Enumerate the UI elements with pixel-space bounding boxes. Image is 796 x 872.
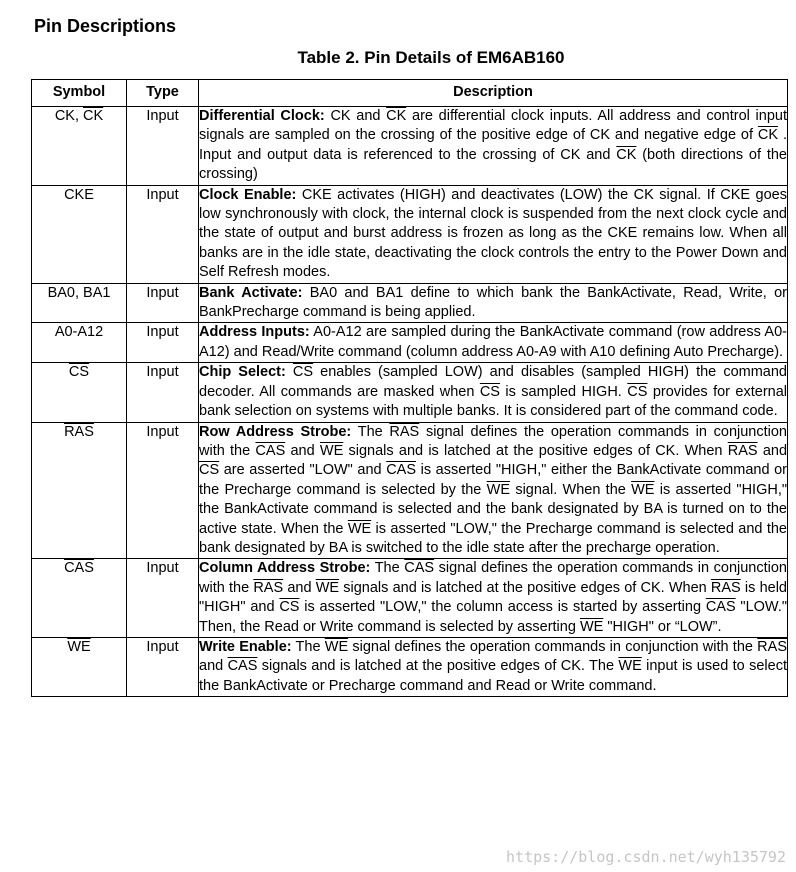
description-label: Row Address Strobe:: [199, 423, 352, 440]
overlined-signal: $\overline{RAS}$: [757, 638, 787, 655]
description-label: Write Enable:: [199, 638, 292, 655]
text-segment: is sampled HIGH.: [499, 383, 628, 400]
overlined-signal: $\overline{CAS}$: [255, 442, 286, 459]
overlined-signal: $\overline{RAS}$: [64, 423, 94, 440]
text-segment: BA0, BA1: [47, 284, 111, 301]
text-segment: signal defines the operation commands in conjunction with the: [348, 638, 758, 655]
overlined-signal: $\overline{WE}$: [67, 638, 91, 655]
text-segment: are asserted "LOW" and: [219, 462, 387, 479]
section-title: Pin Descriptions: [34, 16, 177, 36]
overlined-signal: $\overline{CS}$: [292, 364, 314, 381]
overlined-signal: $\overline{CS}$: [68, 364, 90, 381]
overlined-signal: $\overline{WE}$: [324, 638, 349, 655]
pin-description: [199, 323, 788, 363]
table-caption: Table 2. Pin Details of EM6AB160: [297, 48, 565, 67]
overlined-signal: $\overline{WE}$: [319, 442, 344, 459]
table-row: [32, 185, 788, 283]
pin-type: Input: [127, 283, 199, 323]
overlined-signal: $\overline{CK}$: [83, 108, 104, 124]
text-segment: CK and: [324, 108, 387, 124]
overlined-signal: $\overline{CK}$: [757, 127, 779, 144]
pin-symbol: [32, 283, 127, 323]
text-segment: is asserted "LOW," the Precharge command is selected and the bank designated by BA is switched to the idle state after the precharge operation.: [199, 520, 787, 556]
overlined-signal: $\overline{WE}$: [579, 618, 604, 635]
table-row: [32, 422, 788, 559]
text-segment: enables (sampled LOW) and disables (sampled HIGH) the command decoder. All commands are masked when: [199, 364, 787, 400]
description-label: Bank Activate:: [199, 284, 303, 301]
table-row: [32, 363, 788, 422]
pin-symbol: [32, 185, 127, 283]
table-header-row: [32, 80, 788, 107]
text-segment: CKE: [64, 186, 94, 203]
overlined-signal: $\overline{RAS}$: [710, 579, 741, 596]
table-body: [32, 107, 788, 697]
watermark: https://blog.csdn.net/wyh135792: [506, 848, 786, 866]
description-label: Differential Clock:: [199, 108, 325, 124]
overlined-signal: $\overline{RAS}$: [389, 423, 420, 440]
overlined-signal: $\overline{CS}$: [279, 599, 300, 616]
pin-description: [199, 185, 788, 283]
pin-type: Input: [127, 363, 199, 422]
description-label: Address Inputs:: [199, 324, 310, 341]
text-segment: signals and is latched at the positive edges of CK. When: [343, 442, 728, 459]
text-segment: . Input and output data is referenced to the crossing of CK and: [199, 127, 787, 163]
overlined-signal: $\overline{CK}$: [386, 108, 407, 124]
text-segment: is asserted "HIGH," the BankActivate command is selected and the bank designated by BA is turned on to the active state. When the: [199, 481, 787, 537]
table-row: [32, 283, 788, 323]
description-label: Column Address Strobe:: [199, 560, 371, 577]
text-segment: signals and is latched at the positive edges of CK. When: [339, 579, 711, 596]
pin-symbol: [32, 363, 127, 422]
overlined-signal: $\overline{CAS}$: [404, 560, 435, 577]
pin-symbol: [32, 637, 127, 696]
header-type: Type: [127, 80, 199, 107]
overlined-signal: $\overline{CAS}$: [64, 560, 94, 577]
text-segment: is asserted "LOW," the column access is started by asserting: [299, 599, 706, 616]
description-label: Clock Enable:: [199, 186, 297, 203]
text-segment: and: [199, 658, 228, 675]
table-row: [32, 637, 788, 696]
overlined-signal: $\overline{WE}$: [618, 658, 642, 675]
text-segment: [286, 364, 293, 380]
pin-details-table: [31, 79, 788, 697]
overlined-signal: $\overline{WE}$: [486, 481, 511, 498]
pin-type: Input: [127, 185, 199, 283]
description-label: Chip Select:: [199, 364, 286, 381]
overlined-signal: $\overline{WE}$: [347, 520, 372, 537]
text-segment: and: [285, 442, 320, 459]
overlined-signal: $\overline{CAS}$: [705, 599, 736, 616]
pin-description: [199, 283, 788, 323]
text-segment: signals and is latched at the positive edges of CK. The: [257, 658, 619, 675]
text-segment: The: [370, 560, 405, 577]
text-segment: CK,: [54, 108, 84, 124]
text-segment: The: [351, 423, 390, 440]
overlined-signal: $\overline{CS}$: [627, 383, 648, 400]
pin-symbol: [32, 422, 127, 559]
overlined-signal: $\overline{CS}$: [479, 383, 500, 400]
overlined-signal: $\overline{CAS}$: [386, 462, 417, 479]
pin-type: Input: [127, 637, 199, 696]
text-segment: provides for external bank selection on systems with multiple banks. It is considered part of the command code.: [199, 383, 788, 420]
text-segment: "LOW." Then, the Read or Write command is selected by asserting: [199, 599, 787, 635]
overlined-signal: $\overline{RAS}$: [727, 442, 758, 459]
text-segment: (both directions of the crossing): [199, 146, 787, 183]
pin-type: Input: [127, 559, 199, 638]
text-segment: The: [291, 638, 325, 655]
overlined-signal: $\overline{WE}$: [631, 481, 655, 498]
pin-description: [199, 363, 788, 422]
text-segment: A0-A12 are sampled during the BankActivate command (row address A0-A12) and Read/Write command (column address A0-A9 with A10 defining Auto Precharge).: [199, 324, 787, 360]
pin-description: [199, 422, 788, 559]
text-segment: CKE activates (HIGH) and deactivates (LOW) the CK signal. If CKE goes low synchronously with clock, the internal clock is suspended from the next clock cycle and the state of output and burst address is frozen as long as the CKE remains low. When all banks are in the idle state, deactivating the clock controls the entry to the Power Down and Self Refresh modes.: [199, 186, 787, 281]
pin-symbol: [32, 107, 127, 186]
text-segment: is held "HIGH" and: [199, 579, 787, 616]
pin-symbol: [32, 559, 127, 638]
pin-description: [199, 559, 788, 638]
pin-description: [199, 637, 788, 696]
overlined-signal: $\overline{CAS}$: [227, 658, 258, 675]
overlined-signal: $\overline{CS}$: [199, 462, 220, 479]
text-segment: signal defines the operation commands in conjunction with the: [199, 560, 787, 596]
text-segment: input is used to select the BankActivate or Precharge command and Read or Write command.: [199, 658, 787, 694]
text-segment: and: [757, 442, 788, 459]
pin-symbol: [32, 323, 127, 363]
text-segment: BA0 and BA1 define to which bank the BankActivate, Read, Write, or BankPrecharge command is being applied.: [199, 284, 787, 321]
pin-type: Input: [127, 422, 199, 559]
text-segment: "HIGH" or “LOW”.: [603, 618, 722, 635]
header-symbol: Symbol: [32, 80, 127, 107]
pin-type: Input: [127, 323, 199, 363]
text-segment: are differential clock inputs. All address and control input signals are sampled on the crossing of the positive edge of CK and negative edge of: [199, 108, 787, 144]
overlined-signal: $\overline{WE}$: [315, 579, 340, 596]
text-segment: A0-A12: [54, 324, 104, 341]
pin-description: [199, 107, 788, 186]
table-row: [32, 107, 788, 186]
overlined-signal: $\overline{CK}$: [616, 146, 637, 163]
text-segment: signal. When the: [510, 481, 632, 498]
table-row: [32, 323, 788, 363]
header-description: Description: [199, 80, 788, 107]
text-segment: signal defines the operation commands in conjunction with the: [199, 423, 787, 459]
pin-type: Input: [127, 107, 199, 186]
text-segment: is asserted "HIGH," either the BankActivate command or the Precharge command is selected by the: [199, 462, 787, 498]
overlined-signal: $\overline{RAS}$: [253, 579, 284, 596]
table-row: [32, 559, 788, 638]
text-segment: and: [283, 579, 316, 596]
